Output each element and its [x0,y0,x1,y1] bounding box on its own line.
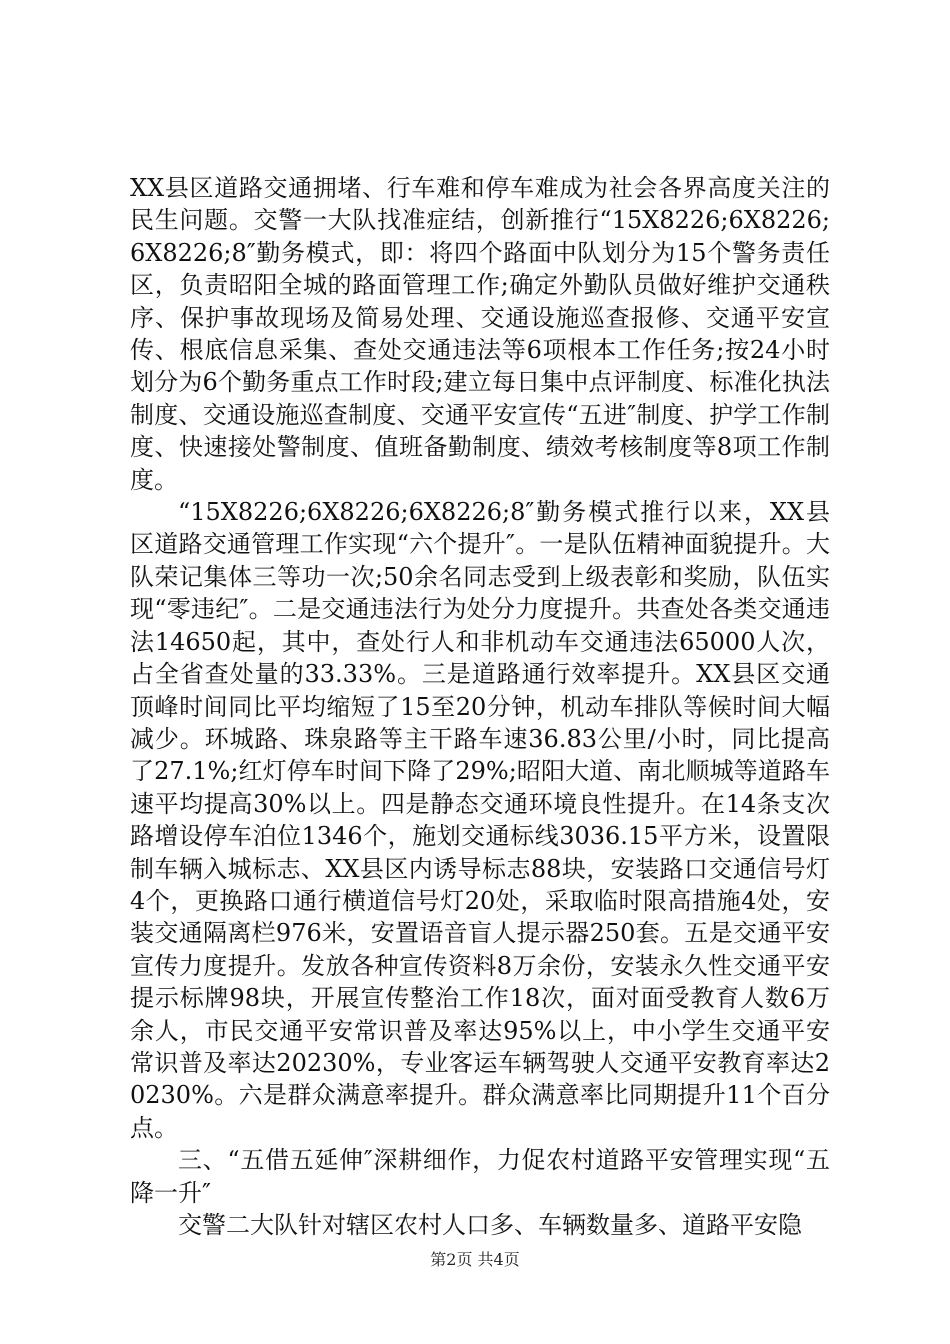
section-heading: 三、“五借五延伸″深耕细作，力促农村道路平安管理实现“五降一升″ [130,1146,830,1207]
paragraph-1: XX县区道路交通拥堵、行车难和停车难成为社会各界高度关注的民生问题。交警一大队找准症结，创新推行“15X8226;6X8226;6X8226;8″勤务模式，即：将四个路面中队划分为15个警务责任区，负责昭阳全城的路面管理工作;确定外勤队员做好维护交通秩序、保护事故现场及简易处理、交通设施巡查报修、交通平安宣传、根底信息采集、查处交通违法等6项根本工作任务;按24小时划分为6个勤务重点工作时段;建立每日集中点评制度、标准化执法制度、交通设施巡查制度、交通平安宣传“五进″制度、护学工作制度、快速接处警制度、值班备勤制度、绩效考核制度等8项工作制度。 [130,174,830,494]
paragraph-2: “15X8226;6X8226;6X8226;8″勤务模式推行以来，XX县区道路交通管理工作实现“六个提升″。一是队伍精神面貌提升。大队荣记集体三等功一次;50余名同志受到上级表彰和奖励，队伍实现“零违纪″。二是交通违法行为处分力度提升。共查处各类交通违法14650起，其中，查处行人和非机动车交通违法65000人次，占全省查处量的33.33%。三是道路通行效率提升。XX县区交通顶峰时间同比平均缩短了15至20分钟，机动车排队等候时间大幅减少。环城路、珠泉路等主干路车速36.83公里/小时，同比提高了27.1%;红灯停车时间下降了29%;昭阳大道、南北顺城等道路车速平均提高30%以上。四是静态交通环境良性提升。在14条支次路增设停车泊位1346个，施划交通标线3036.15平方米，设置限制车辆入城标志、XX县区内诱导标志88块，安装路口交通信号灯4个，更换路口通行横道信号灯20处，采取临时限高措施4处，安装交通隔离栏976米，安置语音盲人提示器250套。五是交通平安宣传力度提升。发放各种宣传资料8万余份，安装永久性交通平安提示标牌98块，开展宣传整治工作18次，面对面受教育人数6万余人，市民交通平安常识普及率达95%以上，中小学生交通平安常识普及率达20230%，专业客运车辆驾驶人交通平安教育率达20230%。六是群众满意率提升。群众满意率比同期提升11个百分点。 [130,498,830,1142]
paragraph-3: 交警二大队针对辖区农村人口多、车辆数量多、道路平安隐 [178,1211,802,1239]
document-body [130,172,830,1241]
page-number-footer: 第2页 共4页 [430,1250,520,1269]
